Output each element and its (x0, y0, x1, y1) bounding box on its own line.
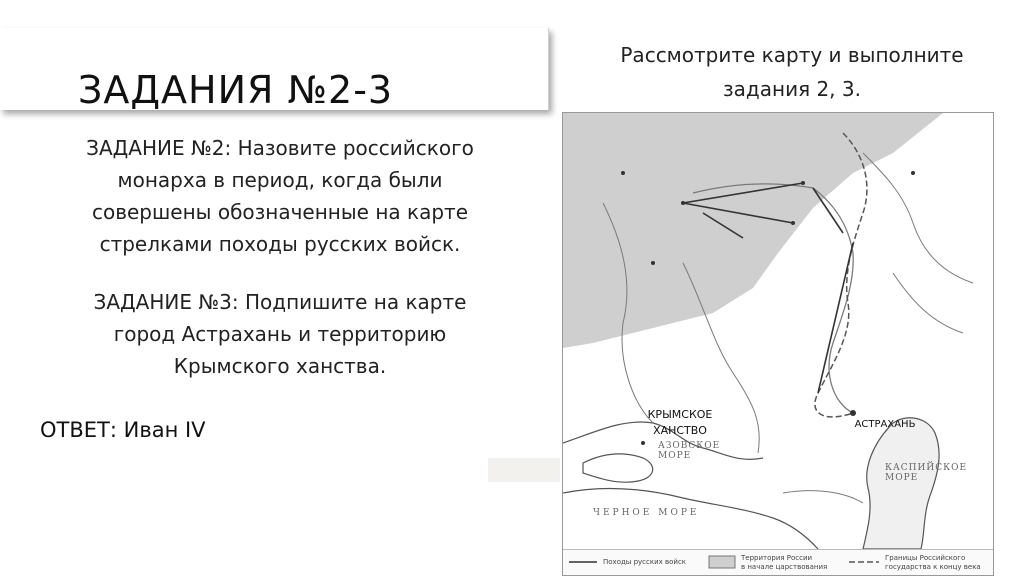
historical-map (562, 112, 994, 576)
task-2 (20, 132, 540, 260)
caspian-sea (863, 418, 968, 549)
black-sea-label: ЧЕРНОЕ МОРЕ (593, 508, 700, 518)
subtitle-line-1: Рассмотрите карту и выполните (620, 43, 964, 67)
subtitle-line-2: задания 2, 3. (723, 77, 861, 101)
slide-subtitle (560, 38, 1024, 106)
city-dot (681, 201, 685, 205)
slide-title: ЗАДАНИЯ №2-3 (78, 68, 394, 112)
crimea-coast (583, 454, 653, 482)
black-sea-coast (563, 488, 818, 549)
crimea-label-line-1: КРЫМСКОЕ (647, 408, 713, 421)
campaign-arrow (818, 243, 853, 393)
city-dot (850, 410, 856, 416)
city-dot (791, 221, 795, 225)
river (783, 491, 863, 503)
astrakhan-label: АСТРАХАНЬ (854, 419, 916, 430)
city-dot (651, 261, 655, 265)
map-legend (563, 549, 993, 576)
task-2-line: совершены обозначенные на карте (91, 200, 469, 224)
answer-text: ОТВЕТ: Иван IV (40, 418, 206, 442)
legend-campaigns: Походы русских войск (603, 558, 687, 566)
azov-sea-label: АЗОВСКОЕ МОРЕ (658, 441, 721, 461)
legend-territory-swatch (709, 556, 735, 568)
river (893, 273, 963, 333)
city-dot (911, 171, 915, 175)
legend-borders-line-2: государства к концу века (885, 563, 981, 571)
city-dot (641, 441, 645, 445)
task-3-line: город Астрахань и территорию (113, 322, 447, 346)
decorative-box (488, 458, 560, 482)
legend-borders-line-1: Границы Российского (885, 554, 966, 562)
title-box (0, 28, 549, 110)
task-3-line: Крымского ханства. (173, 354, 387, 378)
task-3-line: ЗАДАНИЕ №3: Подпишите на карте (93, 290, 467, 314)
city-dot (801, 181, 805, 185)
crimea-label-line-2: ХАНСТВО (653, 424, 707, 437)
russia-territory (563, 113, 943, 348)
city-dot (621, 171, 625, 175)
caspian-sea-label: КАСПИЙСКОЕ МОРЕ (885, 463, 968, 483)
river (863, 153, 973, 283)
crimean-khanate-label (625, 407, 735, 439)
legend-territory-line-2: в начале царствования (741, 563, 828, 571)
task-2-line: стрелками походы русских войск. (99, 232, 461, 256)
legend-territory-line-1: Территория России (741, 554, 813, 562)
task-2-line: ЗАДАНИЕ №2: Назовите российского (86, 136, 474, 160)
legend-territory (741, 554, 827, 572)
map-drawing (563, 113, 993, 575)
task-3 (20, 286, 540, 382)
legend-borders (885, 554, 981, 572)
task-2-line: монарха в период, когда были (117, 168, 443, 192)
